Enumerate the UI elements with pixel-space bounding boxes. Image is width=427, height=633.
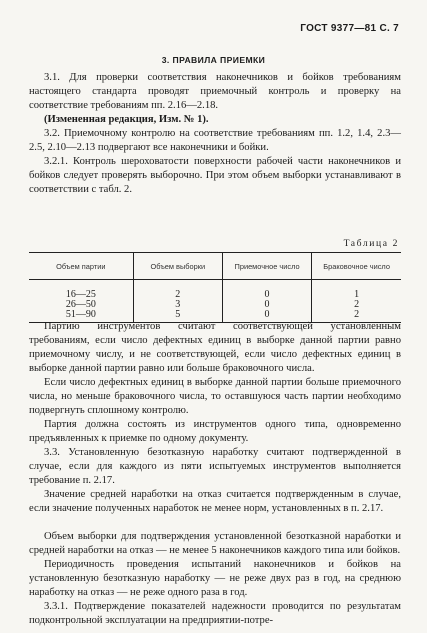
paragraph-test-frequency: Периодичность проведения испытаний наконечников и бойков на установленную безотказную наработку — не реже двух раз в год, на среднюю наработку на отказ — не реже одного раза в год. (29, 559, 401, 598)
table-cell: 1 (312, 290, 401, 300)
paragraph-party-composition: Партия должна состоять из инструментов одного типа, одновременно предъявленных к приемке по одному документу. (29, 419, 401, 444)
paragraph-party-conformity: Партию инструментов считают соответствующей установленным требованиям, если число дефектных единиц в выборке данной партии равно приемочному числу, и не соответствующей, если число дефектных единиц в выборке данной партии равно или больше браковочного числа. (29, 321, 401, 374)
paragraph-3-1: 3.1. Для проверки соответствия наконечников и бойков требованиям настоящего стандарта проводят приемочный контроль и проверку на соответствие требованиям пп. 2.16—2.18. (29, 72, 401, 111)
table-cell: 2 (312, 310, 401, 323)
paragraph-full-control: Если число дефектных единиц в выборке данной партии больше приемочного числа, но меньше браковочного числа, то оставшуюся часть партии необходимо подвергнуть сплошному контролю. (29, 377, 401, 416)
table-cell: 2 (133, 290, 222, 300)
acceptance-table (29, 252, 401, 323)
table-header: Браковочное число (312, 253, 401, 280)
page-header: ГОСТ 9377—81 С. 7 (300, 23, 399, 34)
table-header: Объем партии (29, 253, 133, 280)
table-cell: 0 (222, 300, 311, 310)
amendment-note: (Измененная редакция, Изм. № 1). (44, 114, 209, 125)
table-header-row (29, 253, 401, 280)
table-header: Объем выборки (133, 253, 222, 280)
table-cell: 26—50 (65, 299, 96, 310)
table-cell: 16—25 (65, 289, 96, 300)
table-caption: Таблица 2 (343, 238, 399, 249)
paragraph-sample-size: Объем выборки для подтверждения установленной безотказной наработки и средней наработки на отказ — не менее 5 наконечников каждого типа или бойков. (29, 531, 401, 556)
table-cell: 3 (133, 300, 222, 310)
paragraph-3-2-1: 3.2.1. Контроль шероховатости поверхности рабочей части наконечников и бойков следует проверять выборочно. При этом объем выборки устанавливают в соответствии с табл. 2. (29, 156, 401, 195)
table-cell: 51—90 (29, 310, 133, 323)
table-cell: 0 (222, 290, 311, 300)
table-cell: 5 (133, 310, 222, 323)
table-cell: 0 (222, 310, 311, 323)
paragraph-3-3: 3.3. Установленную безотказную наработку считают подтвержденной в случае, если для каждого из пяти испытуемых инструментов выполняется требование п. 2.17. (29, 447, 401, 486)
paragraph-mean-time: Значение средней наработки на отказ считается подтвержденным в случае, если значение полученных наработок не менее норм, установленных в п. 2.17. (29, 489, 401, 514)
paragraph-3-3-1: 3.3.1. Подтверждение показателей надежности проводится по результатам подконтрольной эксплуатации на предприятии-потре- (29, 601, 401, 626)
table-cell: 2 (312, 300, 401, 310)
table-header: Приемочное число (222, 253, 311, 280)
section-title: 3. ПРАВИЛА ПРИЕМКИ (161, 55, 266, 65)
paragraph-3-2: 3.2. Приемочному контролю на соответствие требованиям пп. 1.2, 1.4, 2.3—2.5, 2.10—2.13 подвергают все наконечники и бойки. (29, 128, 401, 153)
